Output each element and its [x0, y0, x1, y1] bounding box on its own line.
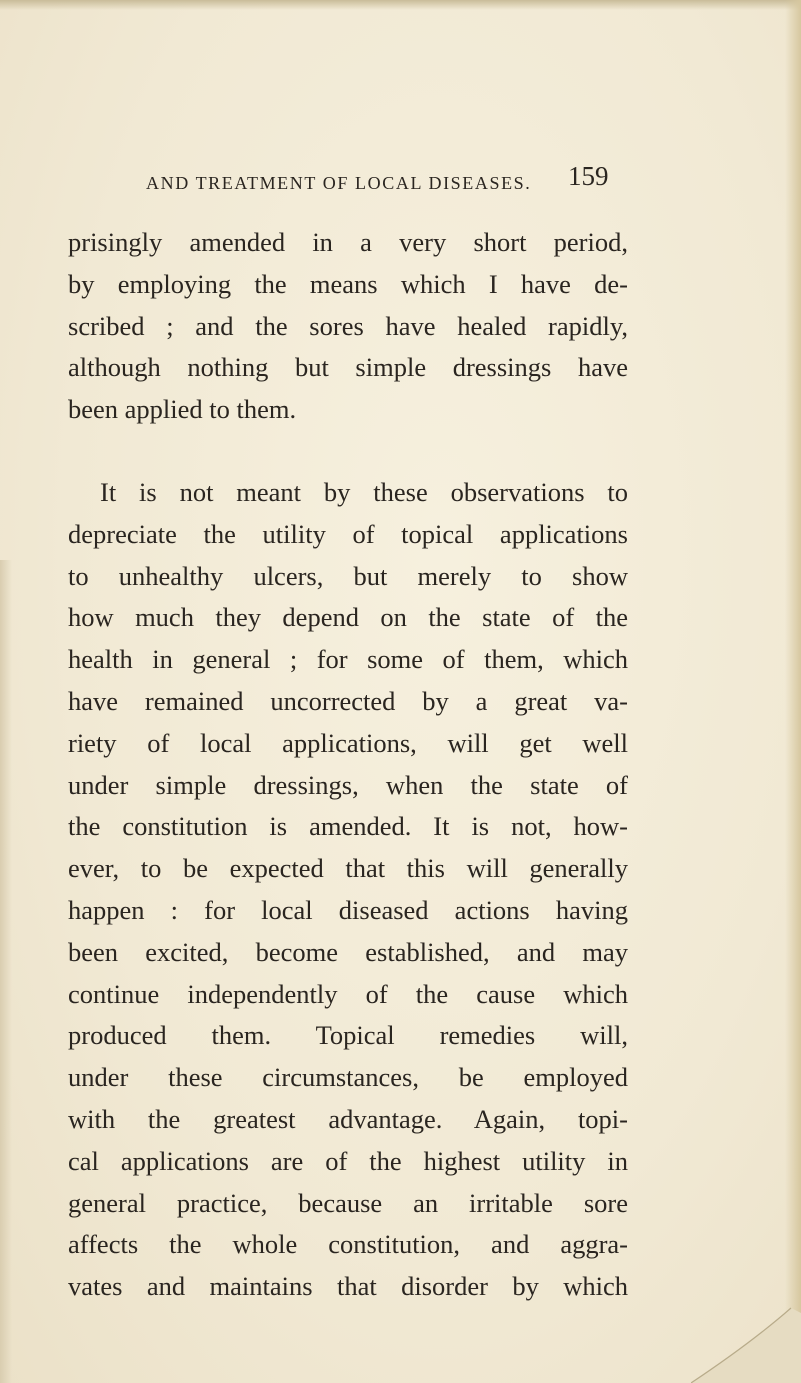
text-line: with the greatest advantage. Again, topi- [68, 1103, 628, 1134]
running-head-title: AND TREATMENT OF LOCAL DISEASES. [146, 173, 532, 193]
paragraph-gap [68, 431, 628, 472]
text-line: under simple dressings, when the state of [68, 769, 628, 800]
page-number: 159 [568, 161, 609, 191]
paragraph-2 [68, 472, 628, 1308]
text-line: how much they depend on the state of the [68, 602, 628, 633]
text-line: depreciate the utility of topical applications [68, 518, 628, 549]
text-line: health in general ; for some of them, which [68, 644, 628, 675]
text-line: vates and maintains that disorder by which [68, 1271, 628, 1302]
text-line: the constitution is amended. It is not, how- [68, 811, 628, 842]
text-line: by employing the means which I have de- [68, 268, 628, 299]
page-corner-curl [691, 1283, 801, 1383]
text-line: riety of local applications, will get well [68, 727, 628, 758]
page-right-edge [785, 0, 801, 1383]
text-line: ever, to be expected that this will generally [68, 853, 628, 884]
text-line: It is not meant by these observations to [100, 476, 628, 507]
text-line: continue independently of the cause which [68, 978, 628, 1009]
text-line: produced them. Topical remedies will, [68, 1020, 628, 1051]
text-line: although nothing but simple dressings have [68, 352, 628, 383]
text-line: been excited, become established, and may [68, 936, 628, 967]
text-line: cal applications are of the highest utility in [68, 1145, 628, 1176]
text-line: under these circumstances, be employed [68, 1062, 628, 1093]
page-top-shadow [0, 0, 801, 10]
text-line: have remained uncorrected by a great va- [68, 685, 628, 716]
text-line: happen : for local diseased actions having [68, 894, 628, 925]
page-left-shadow [0, 560, 12, 1383]
text-line: prisingly amended in a very short period, [68, 227, 628, 257]
text-line: general practice, because an irritable sore [68, 1187, 628, 1218]
text-line: been applied to them. [68, 394, 297, 425]
running-head [146, 161, 646, 197]
paragraph-1 [68, 222, 628, 431]
text-line: to unhealthy ulcers, but merely to show [68, 560, 628, 591]
text-line: scribed ; and the sores have healed rapidly, [68, 310, 628, 341]
body-text [68, 222, 628, 1308]
text-line: affects the whole constitution, and aggra- [68, 1229, 628, 1260]
